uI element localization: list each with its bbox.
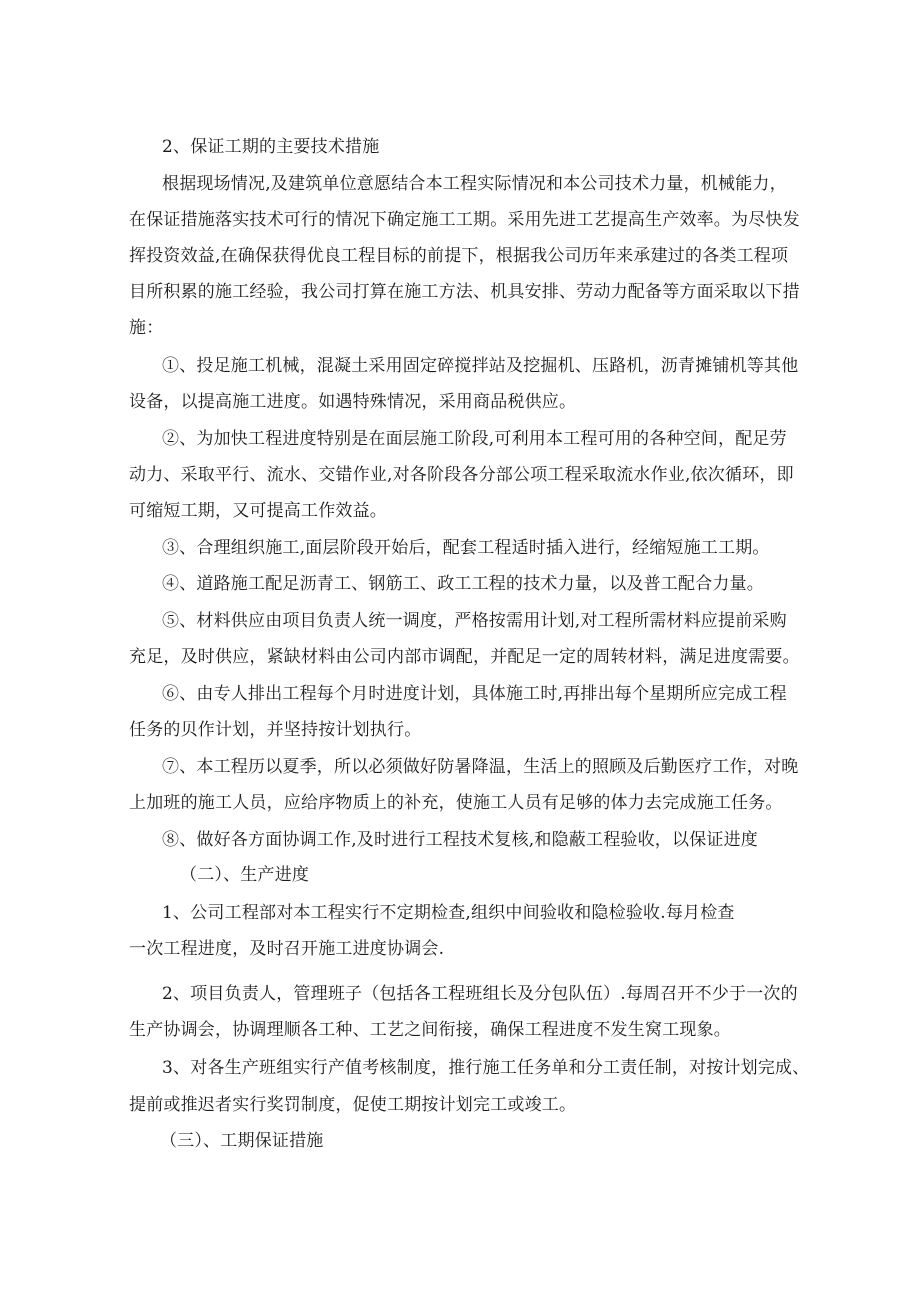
paragraph-line: 挥投资效益,在确保获得优良工程目标的前提下，根据我公司历年来承建过的各类工程项 (129, 246, 789, 266)
measure-item-2-cont: 可缩短工期，又可提高工作效益。 (129, 501, 387, 521)
measure-item-7: ⑦、本工程历以夏季，所以必须做好防暑降温，生活上的照顾及后勤医疗工作，对晚 (162, 757, 799, 777)
measure-item-7-cont: 上加班的施工人员，应给序物质上的补充，使施工人员有足够的体力去完成施工任务。 (129, 793, 783, 813)
measure-item-2: ②、为加快工程进度特别是在面层施工阶段,可利用本工程可用的各种空间，配足劳 (162, 429, 787, 449)
measure-item-1-cont: 设备，以提高施工进度。如遇特殊情况，采用商品税供应。 (129, 392, 577, 412)
progress-item-2: 2、项目负责人，管理班子（包括各工程班组长及分包队伍）.每周召开不少于一次的 (162, 984, 798, 1004)
paragraph-line: 根据现场情况,及建筑单位意愿结合本工程实际情况和本公司技术力量，机械能力， (162, 174, 787, 194)
measure-item-1: ①、投足施工机械，混凝土采用固定碎搅拌站及挖掘机、压路机，沥青摊铺机等其他 (162, 356, 799, 376)
section-heading: 2、保证工期的主要技术措施 (162, 137, 380, 157)
progress-item-1: 1、公司工程部对本工程实行不定期检查,组织中间验收和隐检验收.每月检查 (162, 903, 735, 923)
progress-item-3-cont: 提前或推迟者实行奖罚制度，促使工期按计划完工或竣工。 (129, 1095, 577, 1115)
paragraph-line: 施： (129, 318, 164, 338)
measure-item-5-cont: 充足，及时供应，紧缺材料由公司内部市调配，并配足一定的周转材料，满足进度需要。 (129, 647, 800, 667)
measure-item-8: ⑧、做好各方面协调工作,及时进行工程技术复核,和隐蔽工程验收，以保证进度 (162, 830, 759, 850)
measure-item-3: ③、合理组织施工,面层阶段开始后，配套工程适时插入进行，经缩短施工工期。 (162, 538, 770, 558)
paragraph-line: 在保证措施落实技术可行的情况下确定施工工期。采用先进工艺提高生产效率。为尽快发 (129, 210, 800, 230)
section-title-3: （三）、工期保证措施 (160, 1131, 324, 1151)
progress-item-1-cont: 一次工程进度，及时召开施工进度协调会. (129, 939, 445, 959)
paragraph-line: 目所积累的施工经验，我公司打算在施工方法、机具安排、劳动力配备等方面采取以下措 (129, 282, 800, 302)
section-title-2: （二）、生产进度 (180, 865, 310, 885)
measure-item-5: ⑤、材料供应由项目负责人统一调度，严格按需用计划,对工程所需材料应提前采购 (162, 611, 787, 631)
measure-item-2-cont: 动力、采取平行、流水、交错作业,对各阶段各分部公项工程采取流水作业,依次循环，即 (129, 465, 794, 485)
measure-item-6-cont: 任务的贝作计划，并坚持按计划执行。 (129, 720, 422, 740)
measure-item-4: ④、道路施工配足沥青工、钢筋工、政工工程的技术力量，以及普工配合力量。 (162, 574, 764, 594)
progress-item-3: 3、对各生产班组实行产值考核制度，推行施工任务单和分工责任制，对按计划完成、 (162, 1058, 810, 1078)
progress-item-2-cont: 生产协调会，协调理顺各工种、工艺之间衔接，确保工程进度不发生窝工现象。 (129, 1020, 731, 1040)
measure-item-6: ⑥、由专人排出工程每个月时进度计划，具体施工时,再排出每个星期所应完成工程 (162, 684, 787, 704)
